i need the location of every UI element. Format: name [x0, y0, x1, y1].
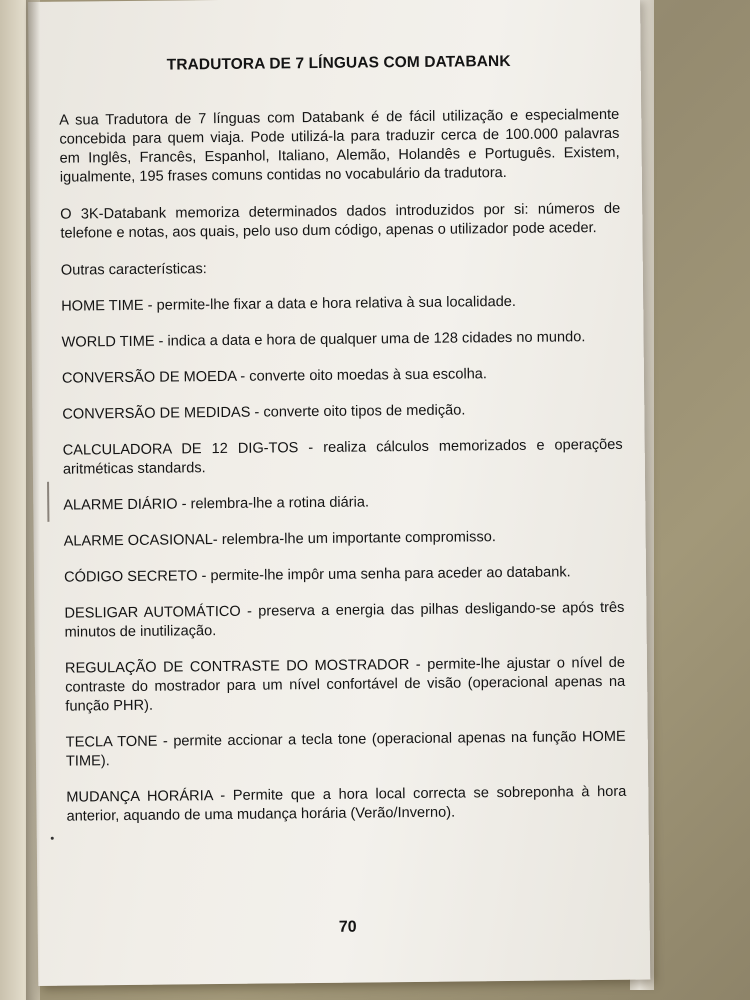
feature-world-time: WORLD TIME - indica a data e hora de qualquer uma de 128 cidades no mundo. [61, 329, 586, 351]
feature-home-time: HOME TIME - permite-lhe fixar a data e hora relativa à sua localidade. [61, 293, 517, 315]
book-gutter-shadow [26, 0, 40, 1000]
feature-contrast: REGULAÇÃO DE CONTRASTE DO MOSTRADOR - permite-lhe ajustar o nível de contraste do mostrador para um nível confortável de visão (operacional apenas na função PHR). [64, 654, 626, 715]
feature-calculator: CALCULADORA DE 12 DIG-TOS - realiza cálculos memorizados e operações aritméticas standards. [62, 436, 623, 478]
page-content [59, 52, 627, 936]
feature-currency-conversion: CONVERSÃO DE MOEDA - converte oito moedas à sua escolha. [61, 366, 488, 387]
feature-tone-key: TECLA TONE - permite accionar a tecla tone (operacional apenas na função HOME TIME). [65, 728, 626, 770]
book-page [28, 0, 650, 986]
intro-paragraph-2: O 3K-Databank memoriza determinados dados introduzidos por si: números de telefone e notas, aos quais, pelo uso dum código, apenas o utilizador pode aceder. [60, 200, 621, 242]
features-heading: Outras características: [60, 261, 207, 279]
feature-occasional-alarm: ALARME OCASIONAL- relembra-lhe um importante compromisso. [63, 529, 496, 550]
feature-secret-code: CÓDIGO SECRETO - permite-lhe impôr uma senha para aceder ao databank. [63, 564, 571, 586]
intro-paragraph-1: A sua Tradutora de 7 línguas com Databank é de fácil utilização e especialmente concebida para quem viaja. Pode utilizá-la para traduzir cerca de 100.000 palavras em Inglês, Francês, Espanhol, Italiano, Alemão, Holandês e Português. Existem, igualmente, 195 frases comuns contidas no vocabulário da tradutora. [59, 106, 620, 186]
page-number: 70 [338, 918, 357, 936]
feature-auto-off: DESLIGAR AUTOMÁTICO - preserva a energia das pilhas desligando-se após três minutos de inutilização. [64, 599, 625, 641]
page-title: TRADUTORA DE 7 LÍNGUAS COM DATABANK [166, 52, 511, 74]
feature-measure-conversion: CONVERSÃO DE MEDIDAS - converte oito tipos de medição. [62, 402, 466, 423]
page-dot-mark [51, 837, 54, 840]
binding-mark [47, 482, 49, 522]
feature-time-change: MUDANÇA HORÁRIA - Permite que a hora local correcta se sobreponha à hora anterior, aquando de uma mudança horária (Verão/Inverno). [66, 783, 627, 825]
feature-daily-alarm: ALARME DIÁRIO - relembra-lhe a rotina diária. [63, 494, 370, 514]
